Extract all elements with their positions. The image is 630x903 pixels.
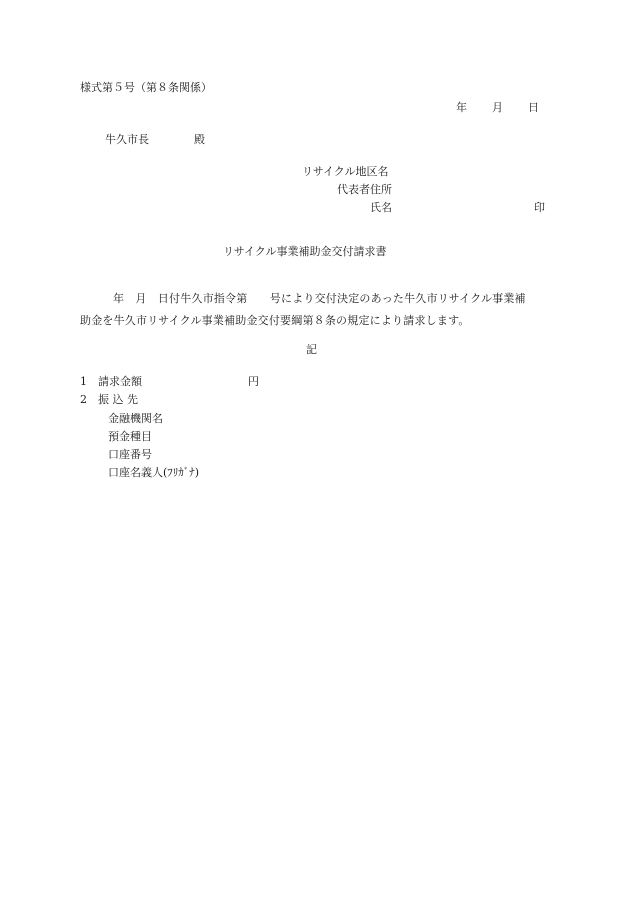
addressee-name: 牛久市長 bbox=[105, 133, 149, 146]
district-label: リサイクル地区名 bbox=[302, 165, 389, 178]
addressee-honorific: 殿 bbox=[194, 133, 205, 146]
name-label: 氏名 bbox=[370, 201, 392, 214]
account-number-label: 口座番号 bbox=[108, 448, 152, 461]
ki-marker: 記 bbox=[306, 343, 317, 356]
document-title: リサイクル事業補助金交付請求書 bbox=[223, 245, 387, 258]
account-holder-label: 口座名義人(ﾌﾘｶﾞﾅ) bbox=[108, 466, 200, 479]
account-type-label: 預金種目 bbox=[108, 430, 152, 443]
date-year: 年 bbox=[456, 101, 467, 114]
item2-label: 振 込 先 bbox=[98, 393, 138, 406]
date-day: 日 bbox=[528, 101, 539, 114]
form-number: 様式第５号（第８条関係） bbox=[80, 81, 212, 94]
body-line-2: 助金を牛久市リサイクル事業補助金交付要綱第８条の規定により請求します。 bbox=[80, 314, 470, 327]
item1-number: 1 bbox=[80, 375, 87, 388]
address-label: 住所 bbox=[370, 183, 392, 196]
body-paragraph bbox=[80, 288, 550, 332]
item1-unit: 円 bbox=[248, 375, 259, 388]
representative-label: 代表者 bbox=[337, 183, 370, 196]
seal-mark: 印 bbox=[534, 201, 545, 214]
item1-label: 請求金額 bbox=[98, 375, 142, 388]
bank-name-label: 金融機関名 bbox=[108, 412, 163, 425]
body-line-1: 年 月 日付牛久市指令第 号により交付決定のあった牛久市リサイクル事業補 bbox=[113, 292, 526, 305]
date-month: 月 bbox=[492, 101, 503, 114]
item2-number: 2 bbox=[80, 393, 87, 406]
